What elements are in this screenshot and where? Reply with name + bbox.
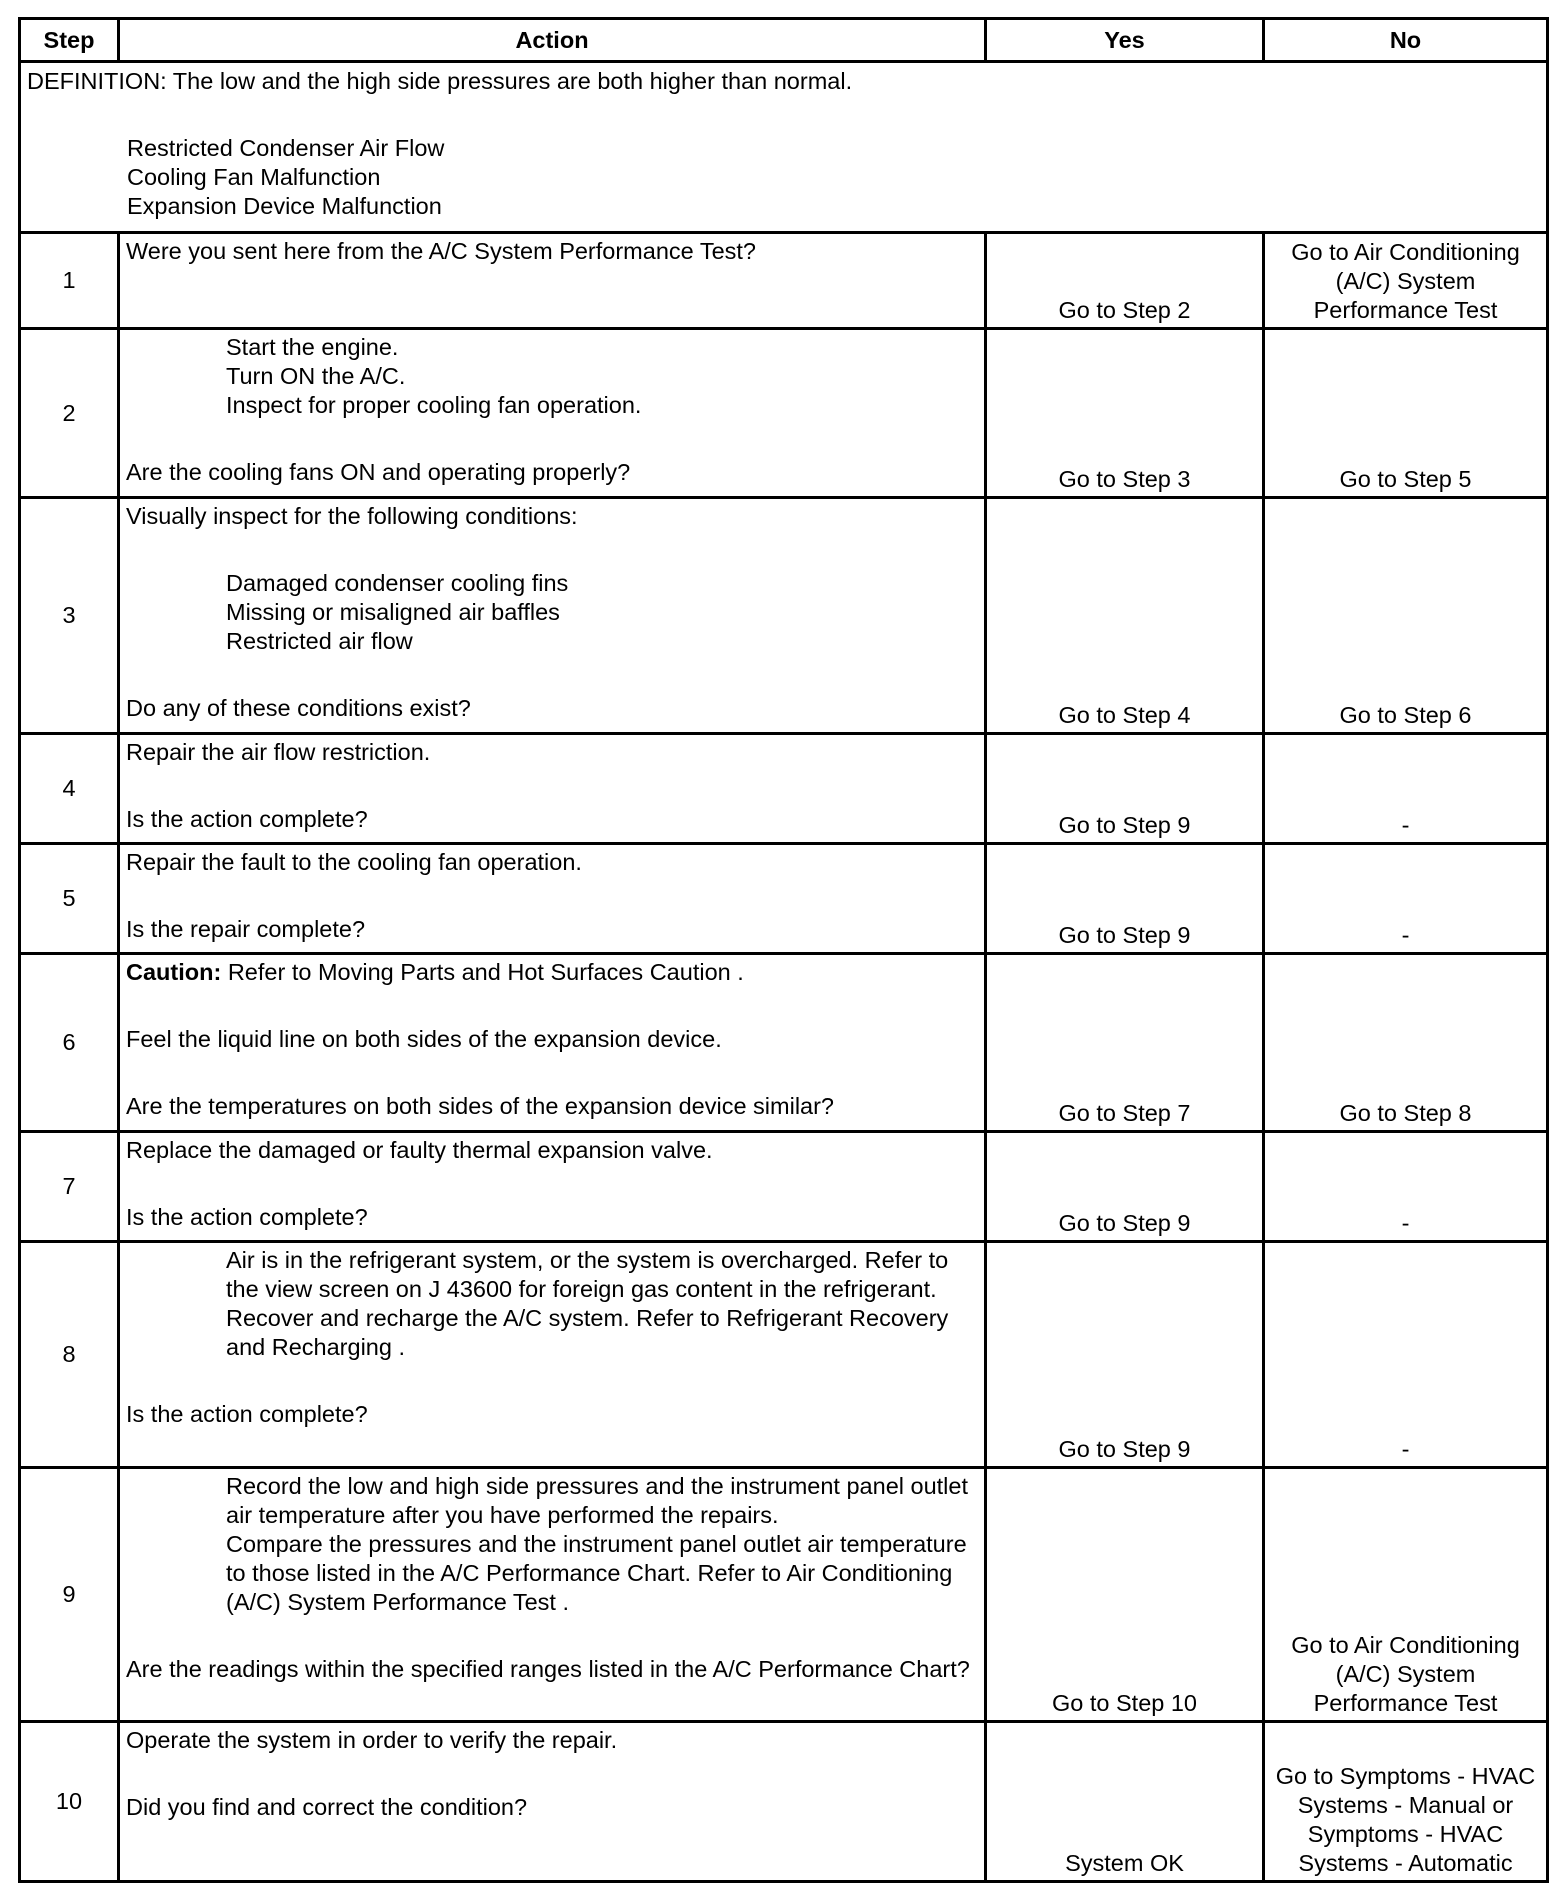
action-substep: Start the engine. [226, 334, 399, 360]
table-row [20, 844, 1548, 954]
action-cell [119, 233, 986, 329]
action-substep: Restricted air flow [226, 628, 413, 654]
no-cell: Go to Air Conditioning (A/C) System Performance Test [1264, 233, 1548, 329]
action-substep: Recover and recharge the A/C system. Refer to Refrigerant Recovery and Recharging . [226, 1305, 949, 1360]
action-substep: Turn ON the A/C. [226, 363, 406, 389]
no-cell: - [1264, 734, 1548, 844]
action-question: Are the readings within the specified ranges listed in the A/C Performance Chart? [126, 1656, 970, 1682]
action-question: Is the action complete? [126, 806, 368, 832]
diagnostic-table [18, 17, 1549, 1883]
step-number: 8 [20, 1242, 119, 1468]
step-number: 7 [20, 1132, 119, 1242]
step-number: 4 [20, 734, 119, 844]
definition-row [20, 62, 1548, 233]
yes-cell: Go to Step 9 [986, 1132, 1264, 1242]
action-cell [119, 1722, 986, 1882]
caution-line [126, 958, 978, 987]
action-question: Are the temperatures on both sides of the expansion device similar? [126, 1093, 835, 1119]
header-no: No [1264, 19, 1548, 62]
action-cell [119, 498, 986, 734]
step-number: 6 [20, 954, 119, 1132]
definition-item: Cooling Fan Malfunction [127, 164, 381, 190]
no-cell: Go to Step 5 [1264, 329, 1548, 498]
action-cell [119, 1132, 986, 1242]
no-cell: Go to Symptoms - HVAC Systems - Manual or Symptoms - HVAC Systems - Automatic [1264, 1722, 1548, 1882]
action-cell [119, 329, 986, 498]
action-question: Is the action complete? [126, 1204, 368, 1230]
header-yes: Yes [986, 19, 1264, 62]
yes-cell: Go to Step 3 [986, 329, 1264, 498]
table-row [20, 498, 1548, 734]
action-substep: Damaged condenser cooling fins [226, 570, 569, 596]
no-cell: Go to Step 8 [1264, 954, 1548, 1132]
yes-cell: Go to Step 4 [986, 498, 1264, 734]
table-row [20, 1468, 1548, 1722]
table-row [20, 1242, 1548, 1468]
action-line: Replace the damaged or faulty thermal expansion valve. [126, 1137, 713, 1163]
definition-text: DEFINITION: The low and the high side pressures are both higher than normal. [27, 68, 853, 94]
action-line: Visually inspect for the following conditions: [126, 503, 578, 529]
action-line: Were you sent here from the A/C System Performance Test? [126, 238, 756, 264]
action-cell [119, 1242, 986, 1468]
action-question: Is the repair complete? [126, 916, 366, 942]
action-question: Did you find and correct the condition? [126, 1794, 528, 1820]
yes-cell: Go to Step 9 [986, 734, 1264, 844]
step-number: 5 [20, 844, 119, 954]
header-step: Step [20, 19, 119, 62]
action-substep: Record the low and high side pressures and the instrument panel outlet air temperature after you have performed the repairs. [226, 1473, 969, 1528]
table-row [20, 329, 1548, 498]
header-row [20, 19, 1548, 62]
action-substep: Missing or misaligned air baffles [226, 599, 560, 625]
action-question: Are the cooling fans ON and operating properly? [126, 459, 631, 485]
yes-cell: Go to Step 10 [986, 1468, 1264, 1722]
action-line: Repair the air flow restriction. [126, 739, 431, 765]
definition-cell [20, 62, 1548, 233]
yes-cell: Go to Step 9 [986, 1242, 1264, 1468]
action-question: Is the action complete? [126, 1401, 368, 1427]
table-row [20, 954, 1548, 1132]
no-cell: Go to Air Conditioning (A/C) System Performance Test [1264, 1468, 1548, 1722]
action-substep: Compare the pressures and the instrument panel outlet air temperature to those listed in the A/C Performance Chart. Refer to Air Conditioning (A/C) System Performance Test . [226, 1531, 967, 1615]
no-cell: - [1264, 1242, 1548, 1468]
action-question: Do any of these conditions exist? [126, 695, 471, 721]
no-cell: - [1264, 844, 1548, 954]
step-number: 2 [20, 329, 119, 498]
definition-items [27, 134, 1540, 221]
action-substep: Air is in the refrigerant system, or the system is overcharged. Refer to the view screen on J 43600 for foreign gas content in the refrigerant. [226, 1247, 949, 1302]
action-cell [119, 1468, 986, 1722]
action-cell [119, 844, 986, 954]
definition-item: Expansion Device Malfunction [127, 193, 442, 219]
table-row [20, 734, 1548, 844]
yes-cell: System OK [986, 1722, 1264, 1882]
caution-text: Refer to Moving Parts and Hot Surfaces Caution . [221, 959, 744, 985]
yes-cell: Go to Step 7 [986, 954, 1264, 1132]
table-row [20, 1132, 1548, 1242]
caution-label: Caution: [126, 959, 222, 985]
no-cell: - [1264, 1132, 1548, 1242]
header-action: Action [119, 19, 986, 62]
table-row [20, 233, 1548, 329]
step-number: 3 [20, 498, 119, 734]
action-cell [119, 734, 986, 844]
action-line: Feel the liquid line on both sides of the expansion device. [126, 1026, 722, 1052]
action-substep: Inspect for proper cooling fan operation. [226, 392, 642, 418]
yes-cell: Go to Step 9 [986, 844, 1264, 954]
step-number: 1 [20, 233, 119, 329]
action-line: Operate the system in order to verify the repair. [126, 1727, 618, 1753]
no-cell: Go to Step 6 [1264, 498, 1548, 734]
step-number: 10 [20, 1722, 119, 1882]
action-cell [119, 954, 986, 1132]
action-line: Repair the fault to the cooling fan operation. [126, 849, 582, 875]
table-row [20, 1722, 1548, 1882]
step-number: 9 [20, 1468, 119, 1722]
yes-cell: Go to Step 2 [986, 233, 1264, 329]
definition-item: Restricted Condenser Air Flow [127, 135, 445, 161]
